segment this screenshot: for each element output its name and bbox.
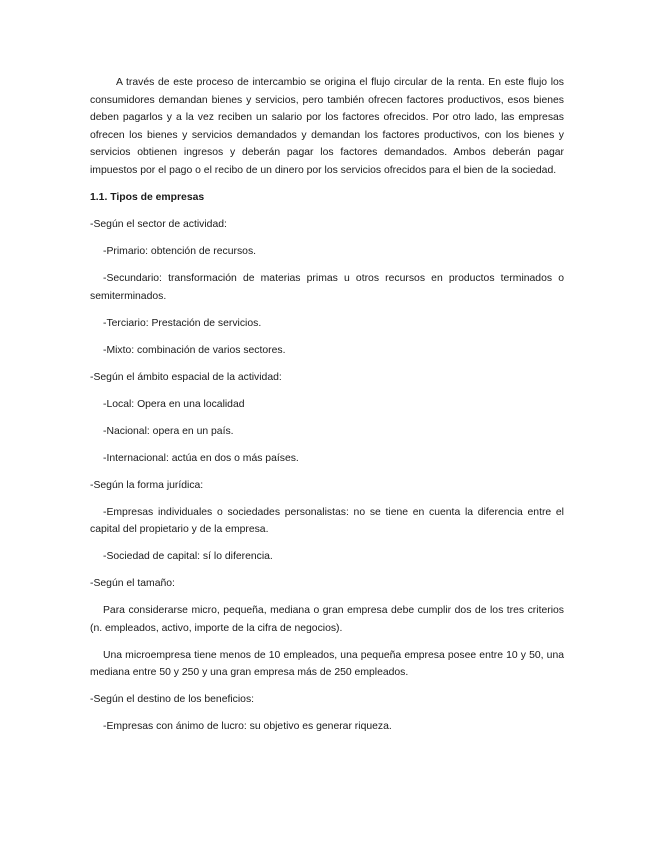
list-item: -Mixto: combinación de varios sectores. xyxy=(103,344,286,356)
ambito-label: -Según el ámbito espacial de la actividad: xyxy=(90,371,282,383)
section-heading: 1.1. Tipos de empresas xyxy=(90,192,205,203)
list-item: -Empresas con ánimo de lucro: su objetivo es generar riqueza. xyxy=(103,721,392,732)
list-item: -Local: Opera en una localidad xyxy=(103,398,245,410)
list-item: -Terciario: Prestación de servicios. xyxy=(103,317,262,329)
sector-label: -Según el sector de actividad: xyxy=(90,219,227,230)
list-item: -Empresas individuales o sociedades personalistas: no se tiene en cuenta la diferencia entre el capital del propietario y de la empresa. xyxy=(90,506,564,535)
tamano-label: -Según el tamaño: xyxy=(90,578,175,589)
list-item: -Primario: obtención de recursos. xyxy=(103,246,257,257)
tamano-paragraph: Para considerarse micro, pequeña, mediana o gran empresa debe cumplir dos de los tres criterios (n. empleados, activo, importe de la cifra de negocios). xyxy=(90,605,564,634)
intro-paragraph: A través de este proceso de intercambio se origina el flujo circular de la renta. En este flujo los consumidores demandan bienes y servicios, pero también ofrecen factores productivos, esos bienes deben pagarlos y a la vez reciben un salario por los factores ofrecidos. Por otro lado, las empresas ofrecen los bienes y servicios demandados y demandan los factores productivos, con los bienes y servicios obtienen ingresos y deberán pagar los factores demandados. Ambos deberán pagar impuestos por el pago o el recibo de un dinero por los servicios ofrecidos para el bien de la sociedad. xyxy=(90,77,564,176)
list-item: -Nacional: opera en un país. xyxy=(103,425,234,437)
list-item: -Secundario: transformación de materias primas u otros recursos en productos terminados o semiterminados. xyxy=(90,273,564,302)
forma-label: -Según la forma jurídica: xyxy=(90,479,204,491)
list-item: -Sociedad de capital: sí lo diferencia. xyxy=(103,551,273,562)
document-body xyxy=(90,74,564,745)
tamano-paragraph: Una microempresa tiene menos de 10 empleados, una pequeña empresa posee entre 10 y 50, una mediana entre 50 y 250 y una gran empresa más de 250 empleados. xyxy=(90,649,564,678)
destino-label: -Según el destino de los beneficios: xyxy=(90,694,255,705)
list-item: -Internacional: actúa en dos o más países. xyxy=(103,452,299,464)
